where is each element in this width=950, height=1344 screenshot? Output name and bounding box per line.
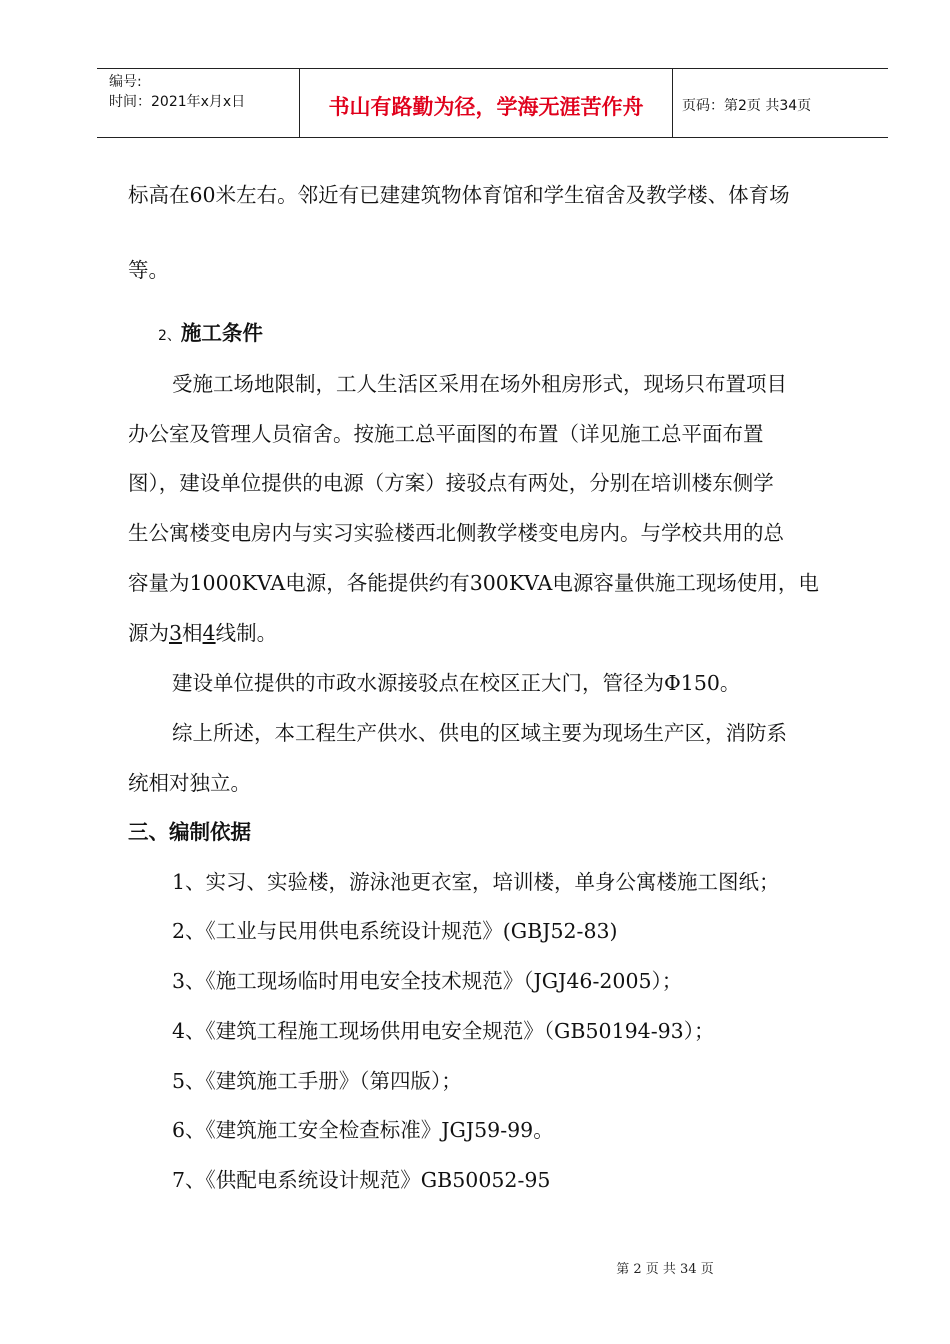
reference-list-item: 2、《工业与民用供电系统设计规范》(GBJ52-83) [172, 919, 618, 943]
reference-list-item: 4、《建筑工程施工现场供用电安全规范》（GB50194-93）； [172, 1019, 715, 1043]
doc-time-label: 时间：2021年x月x日 [109, 94, 246, 110]
paragraph-line: 统相对独立。 [128, 771, 251, 795]
section-heading-3: 三、编制依据 [128, 820, 251, 844]
reference-list-item: 6、《建筑施工安全检查标准》JGJ59-99。 [172, 1118, 554, 1142]
paragraph-line: 受施工场地限制，工人生活区采用在场外租房形式，现场只布置项目 [172, 372, 787, 396]
header-meta-cell [97, 69, 299, 137]
underlined-number: 3 [169, 621, 183, 645]
section-title: 施工条件 [180, 321, 263, 345]
page-header [97, 68, 888, 138]
text-run: 相 [182, 621, 203, 645]
reference-list-item: 3、《施工现场临时用电安全技术规范》（JGJ46-2005）； [172, 969, 683, 993]
section-number: 2、 [158, 328, 181, 344]
paragraph-line: 等。 [128, 258, 169, 282]
reference-list-item: 1、实习、实验楼，游泳池更衣室，培训楼，单身公寓楼施工图纸； [172, 870, 780, 894]
paragraph-line [128, 616, 277, 646]
reference-list-item: 7、《供配电系统设计规范》GB50052-95 [172, 1168, 551, 1192]
paragraph-line: 办公室及管理人员宿舍。按施工总平面图的布置（详见施工总平面布置 [128, 422, 764, 446]
paragraph-line: 图），建设单位提供的电源（方案）接驳点有两处，分别在培训楼东侧学 [128, 471, 774, 495]
header-page-info: 页码：第2页 共34页 [682, 98, 812, 114]
paragraph-line: 生公寓楼变电房内与实习实验楼西北侧教学楼变电房内。与学校共用的总 [128, 521, 784, 545]
paragraph-line: 综上所述，本工程生产供水、供电的区域主要为现场生产区，消防系 [172, 721, 787, 745]
header-page-cell [672, 69, 888, 137]
paragraph-line: 标高在60米左右。邻近有已建建筑物体育馆和学生宿舍及教学楼、体育场 [128, 183, 790, 207]
paragraph-line: 建设单位提供的市政水源接驳点在校区正大门，管径为Φ150。 [172, 671, 741, 695]
text-run: 线制。 [215, 621, 278, 645]
underlined-number: 4 [202, 621, 216, 645]
paragraph-line: 容量为1000KVA电源，各能提供约有300KVA电源容量供施工现场使用，电 [128, 571, 819, 595]
text-run: 源为 [128, 621, 169, 645]
doc-code-label: 编号: [109, 74, 142, 90]
header-motto-cell [299, 69, 673, 137]
header-motto: 书山有路勤为径，学海无涯苦作舟 [328, 95, 644, 119]
footer-page-number: 第 2 页 共 34 页 [616, 1262, 714, 1277]
page-footer [0, 1258, 950, 1277]
section-heading-2 [158, 316, 263, 346]
reference-list-item: 5、《建筑施工手册》（第四版）； [172, 1069, 462, 1093]
